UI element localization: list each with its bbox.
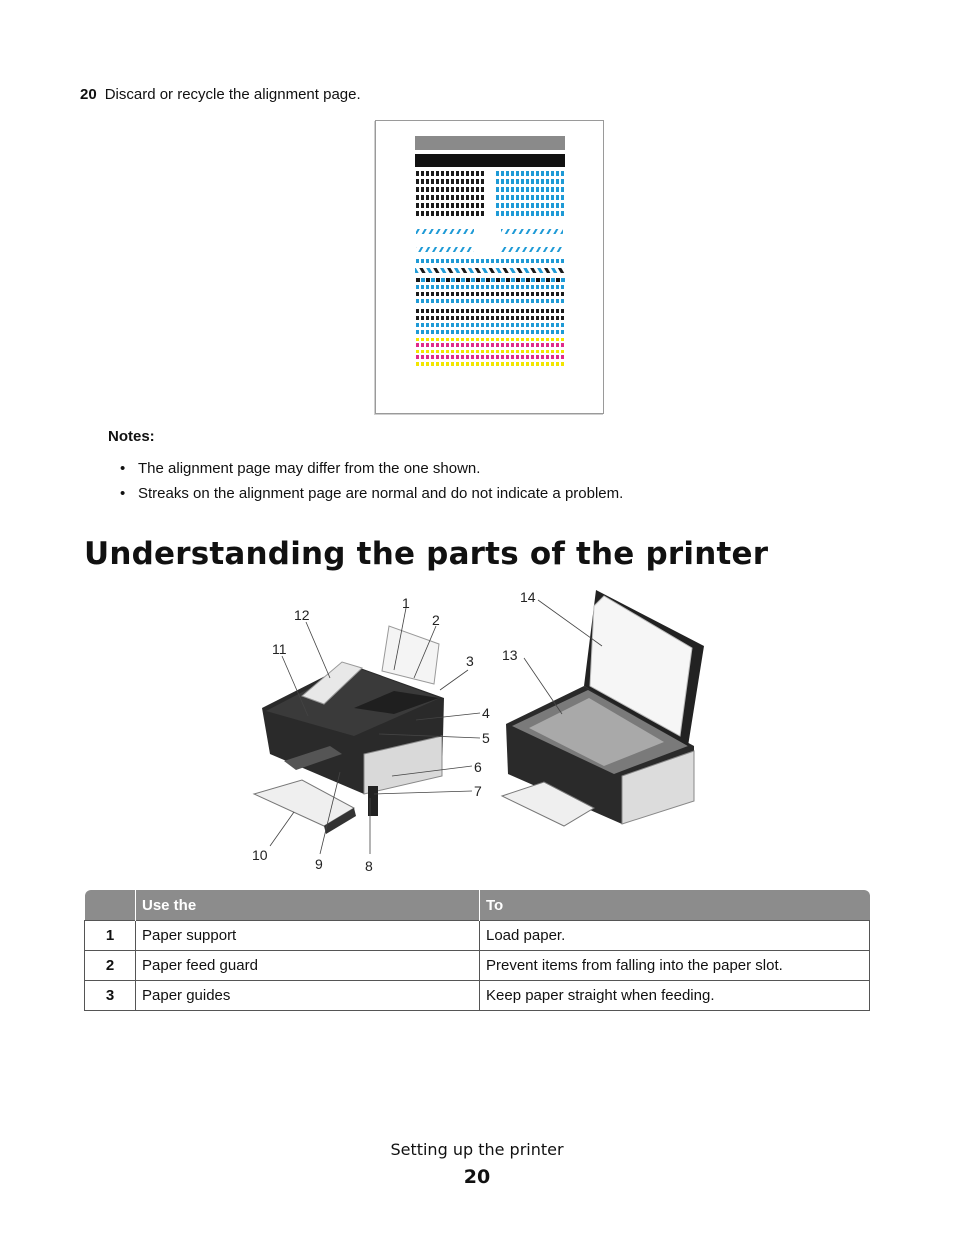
printer-open	[502, 590, 704, 826]
table-row	[85, 921, 870, 951]
row-use: Paper feed guard	[136, 951, 480, 981]
table-header-row	[85, 890, 870, 921]
note-item: • The alignment page may differ from the one shown.	[120, 458, 623, 483]
notes-label: Notes:	[108, 428, 155, 445]
row-to: Prevent items from falling into the paper slot.	[480, 951, 870, 981]
notes-list	[120, 458, 623, 508]
section-heading: Understanding the parts of the printer	[84, 536, 769, 572]
callout-14: 14	[520, 589, 536, 605]
callout-8: 8	[365, 858, 373, 874]
alignment-pattern	[376, 121, 603, 413]
printer-diagram	[244, 586, 716, 876]
row-number: 2	[85, 951, 136, 981]
callout-1: 1	[402, 595, 410, 611]
callout-11: 11	[272, 641, 287, 657]
callout-6: 6	[474, 759, 482, 775]
header-to: To	[480, 890, 870, 921]
header-number	[85, 890, 136, 921]
row-number: 1	[85, 921, 136, 951]
callout-7: 7	[474, 783, 482, 799]
row-to: Load paper.	[480, 921, 870, 951]
row-use: Paper support	[136, 921, 480, 951]
callout-4: 4	[482, 705, 490, 721]
row-to: Keep paper straight when feeding.	[480, 981, 870, 1011]
parts-table	[84, 890, 870, 1011]
step-20	[80, 86, 361, 103]
table-row	[85, 951, 870, 981]
step-number: 20	[80, 86, 97, 103]
callout-9: 9	[315, 856, 323, 872]
header-use-the: Use the	[136, 890, 480, 921]
callout-13: 13	[502, 647, 518, 663]
footer-section-title: Setting up the printer	[390, 1140, 564, 1159]
callout-3: 3	[466, 653, 474, 669]
note-item: • Streaks on the alignment page are normal and do not indicate a problem.	[120, 483, 623, 508]
row-use: Paper guides	[136, 981, 480, 1011]
footer-page-number: 20	[463, 1166, 491, 1188]
callout-2: 2	[432, 612, 440, 628]
callout-5: 5	[482, 730, 490, 746]
callout-10: 10	[252, 847, 268, 863]
callout-12: 12	[294, 607, 310, 623]
table-row	[85, 981, 870, 1011]
alignment-page-image	[375, 120, 604, 414]
printer-parts-illustration	[244, 586, 716, 876]
step-text: Discard or recycle the alignment page.	[104, 86, 361, 103]
row-number: 3	[85, 981, 136, 1011]
